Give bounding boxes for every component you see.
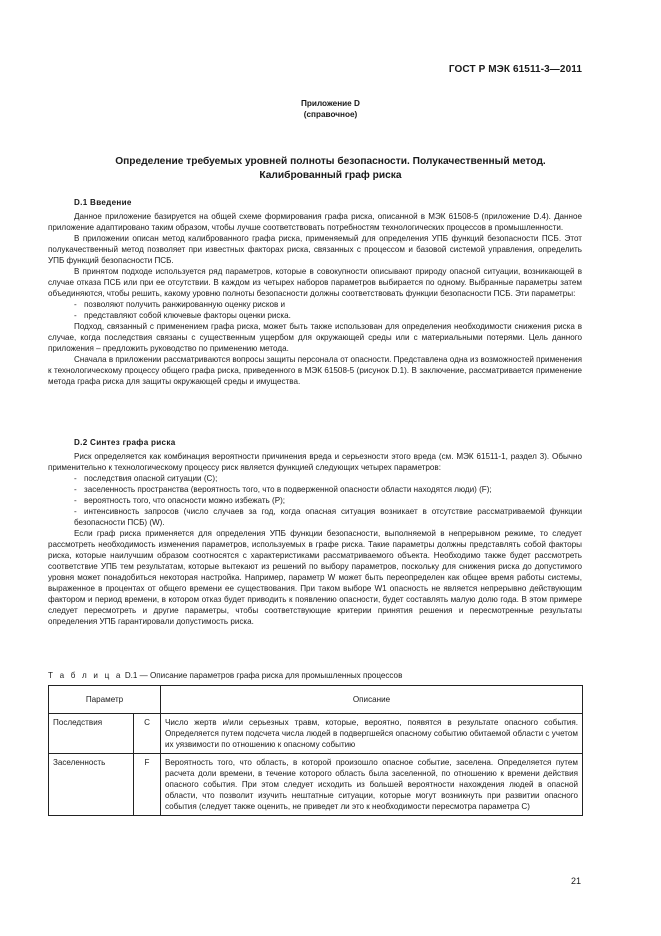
list-item: - представляют собой ключевые факторы оценки риска.	[74, 311, 291, 320]
parameters-table	[48, 685, 583, 816]
document-title-line2: Калиброванный граф риска	[259, 170, 402, 181]
parameter-symbol: F	[134, 754, 161, 816]
section-heading: D.2 Синтез графа риска	[74, 438, 176, 447]
table-caption-prefix: Т а б л и ц а	[48, 671, 123, 680]
list-item: - интенсивность запросов (число случаев за год, когда опасная ситуация возникает в отсутствие рассматриваемой функции безопасности ПСБ) (W).	[74, 507, 582, 527]
parameter-symbol: C	[134, 714, 161, 754]
list-item: - позволяют получить ранжированную оценку рисков и	[74, 300, 286, 309]
paragraph: Если граф риска применяется для определения УПБ функции безопасности, выполняемой в непрерывном режиме, то следует рассмотреть необходимость изменения параметров, используемых в графе риска. Такие параметры должны представлять собой факторы риска, которые наилучшим образом соотносятся с характеристиками рассматриваемого объекта. Необходимо также будет рассмотреть соответствие УПБ тем результатам, которые вытекают из решений по выбору параметров, поскольку для снижения риска до допустимого уровня может понадобиться некоторая настройка. Например, параметр W может быть переопределен как общее время работы системы, выраженное в процентах от общего времени ее существования. При таком выборе W1 опасность не является непрерывно действующим фактором и период времени, в котором отказ будет приводить к появлению опасности, будет составлять малую долю года. В этом примере следует пересмотреть и другие параметры, чтобы соответствующие критерии принятия решения и пересмотренные результаты определения УПБ гарантировали допустимость риска.	[48, 529, 582, 626]
parameter-description: Вероятность того, что область, в которой произошло опасное событие, заселена. Определяется путем расчета доли времени, в течение которого область была заселенной, по отношению к времени действия опасного события. При этом следует исходить из большей вероятности нахождения людей в опасной области, что позволит изучить нештатные ситуации, которые могут возникнуть при развитии опасного события (следует также оценить, не приведет ли это к необходимости пересмотра параметра C)	[161, 754, 583, 816]
standard-number: ГОСТ Р МЭК 61511-3—2011	[448, 64, 582, 75]
list-item: - заселенность пространства (вероятность того, что в подверженной опасности области находятся люди) (F);	[74, 485, 492, 494]
section-heading: D.1 Введение	[74, 198, 132, 207]
list-item: - последствия опасной ситуации (C);	[74, 474, 218, 483]
page-number: 21	[570, 876, 581, 886]
parameter-name: Последствия	[49, 714, 134, 754]
parameter-name: Заселенность	[49, 754, 134, 816]
paragraph: В приложении описан метод калиброванного графа риска, применяемый для определения УПБ функций безопасности ПСБ. Этот полукачественный метод позволяет при известных факторах риска, связанных с процессом и базовой системой управления, определить УПБ функций безопасности ПСБ.	[48, 234, 582, 265]
section-d2	[48, 437, 582, 627]
paragraph: Риск определяется как комбинация вероятности причинения вреда и серьезности этого вреда (см. МЭК 61511-1, раздел 3). Обычно применительно к технологическому процессу риск является функцией следующих четырех параметров:	[48, 452, 582, 472]
section-d1	[48, 197, 582, 387]
table-row	[49, 714, 583, 754]
paragraph: Данное приложение базируется на общей схеме формирования графа риска, описанной в МЭК 61508-5 (приложение D.4). Данное приложение адаптировано таким образом, чтобы лучше соответствовать потребностям технологических процессов в промышленности.	[48, 212, 582, 232]
table-caption	[48, 671, 402, 680]
table-header-row	[49, 686, 583, 714]
header-description: Описание	[161, 686, 583, 714]
paragraph: Подход, связанный с применением графа риска, может быть также использован для определения необходимости снижения риска в случае, когда последствия связаны с существенным ущербом для окружающей среды или с материальными потерями. Цель данного приложения – предложить руководство по применению метода.	[48, 322, 582, 353]
table-row	[49, 754, 583, 816]
header-parameter: Параметр	[49, 686, 161, 714]
table-caption-text: D.1 — Описание параметров графа риска для промышленных процессов	[124, 671, 403, 680]
document-title	[60, 155, 601, 183]
annex-title: Приложение D	[301, 99, 360, 108]
paragraph: Сначала в приложении рассматриваются вопросы защиты персонала от опасности. Представлена одна из возможностей применения к технологическому процессу общего графа риска, приведенного в МЭК 61508-5 (рисунок D.1). В заключение, рассматривается применение метода графа риска для защиты окружающей среды и имущества.	[48, 355, 582, 386]
parameter-description: Число жертв и/или серьезных травм, которые, вероятно, появятся в результате опасного события. Определяется путем подсчета числа людей в подвергшейся опасному событию обитаемой области с учетом их уязвимости по отношению к опасному событию	[161, 714, 583, 754]
list-item: - вероятность того, что опасности можно избежать (P);	[74, 496, 286, 505]
paragraph: В принятом подходе используется ряд параметров, которые в совокупности описывают природу опасной ситуации, возникающей в случае отказа ПСБ или при ее отсутствии. В каждом из четырех наборов параметров выбирается по одному. Выбранные параметры затем объединяются, чтобы решить, какому уровню полноты безопасности должны соответствовать функции безопасности ПСБ. Эти параметры:	[48, 267, 582, 298]
document-title-line1: Определение требуемых уровней полноты безопасности. Полукачественный метод.	[115, 156, 546, 167]
annex-note: (справочное)	[303, 110, 358, 119]
